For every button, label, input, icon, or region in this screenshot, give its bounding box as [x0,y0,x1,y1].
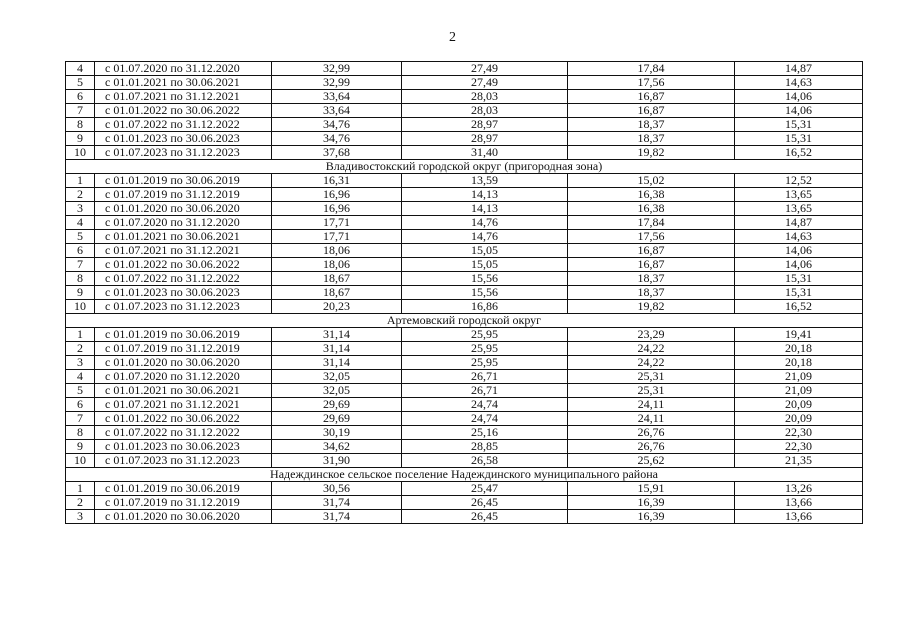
value-col-1-cell: 31,74 [272,510,402,524]
period-cell: с 01.07.2021 по 31.12.2021 [95,90,272,104]
value-col-3-cell: 18,37 [568,132,735,146]
value-col-4-cell: 14,87 [735,216,863,230]
period-cell: с 01.07.2023 по 31.12.2023 [95,300,272,314]
value-col-1-cell: 18,67 [272,286,402,300]
row-number-cell: 5 [66,230,95,244]
value-col-1-cell: 32,99 [272,76,402,90]
table-row [66,230,863,244]
value-col-2-cell: 25,47 [402,482,568,496]
value-col-1-cell: 31,90 [272,454,402,468]
period-cell: с 01.07.2019 по 31.12.2019 [95,188,272,202]
table-row [66,426,863,440]
section-title: Владивостокский городской округ (пригородная зона) [66,160,863,174]
value-col-4-cell: 21,35 [735,454,863,468]
value-col-4-cell: 13,66 [735,496,863,510]
value-col-4-cell: 14,63 [735,230,863,244]
value-col-1-cell: 16,31 [272,174,402,188]
row-number-cell: 1 [66,174,95,188]
row-number-cell: 3 [66,202,95,216]
row-number-cell: 5 [66,384,95,398]
row-number-cell: 10 [66,146,95,160]
value-col-3-cell: 18,37 [568,118,735,132]
value-col-2-cell: 26,45 [402,510,568,524]
table-row [66,118,863,132]
value-col-4-cell: 12,52 [735,174,863,188]
value-col-1-cell: 31,14 [272,356,402,370]
table-row [66,174,863,188]
value-col-4-cell: 14,87 [735,62,863,76]
period-cell: с 01.07.2020 по 31.12.2020 [95,370,272,384]
table-row [66,328,863,342]
value-col-4-cell: 13,65 [735,188,863,202]
row-number-cell: 6 [66,398,95,412]
period-cell: с 01.01.2023 по 30.06.2023 [95,286,272,300]
value-col-4-cell: 15,31 [735,286,863,300]
value-col-2-cell: 15,05 [402,258,568,272]
value-col-4-cell: 19,41 [735,328,863,342]
value-col-3-cell: 19,82 [568,146,735,160]
value-col-1-cell: 30,56 [272,482,402,496]
row-number-cell: 2 [66,188,95,202]
tariff-table [65,61,863,524]
value-col-2-cell: 15,56 [402,286,568,300]
row-number-cell: 1 [66,482,95,496]
value-col-4-cell: 21,09 [735,384,863,398]
value-col-4-cell: 20,09 [735,398,863,412]
page-number: 2 [449,30,456,45]
value-col-1-cell: 18,67 [272,272,402,286]
value-col-1-cell: 18,06 [272,258,402,272]
value-col-3-cell: 16,87 [568,104,735,118]
value-col-4-cell: 14,06 [735,258,863,272]
row-number-cell: 9 [66,440,95,454]
row-number-cell: 3 [66,356,95,370]
period-cell: с 01.07.2019 по 31.12.2019 [95,496,272,510]
value-col-4-cell: 21,09 [735,370,863,384]
value-col-2-cell: 24,74 [402,412,568,426]
value-col-2-cell: 25,95 [402,356,568,370]
period-cell: с 01.01.2020 по 30.06.2020 [95,510,272,524]
value-col-1-cell: 29,69 [272,412,402,426]
row-number-cell: 8 [66,272,95,286]
period-cell: с 01.07.2022 по 31.12.2022 [95,118,272,132]
value-col-3-cell: 17,84 [568,216,735,230]
table-row [66,370,863,384]
value-col-1-cell: 20,23 [272,300,402,314]
value-col-1-cell: 16,96 [272,202,402,216]
table-row [66,342,863,356]
value-col-3-cell: 19,82 [568,300,735,314]
value-col-2-cell: 28,03 [402,104,568,118]
value-col-4-cell: 14,06 [735,90,863,104]
value-col-3-cell: 16,38 [568,188,735,202]
value-col-2-cell: 24,74 [402,398,568,412]
period-cell: с 01.01.2019 по 30.06.2019 [95,174,272,188]
value-col-1-cell: 34,62 [272,440,402,454]
value-col-2-cell: 14,76 [402,230,568,244]
table-row [66,496,863,510]
value-col-3-cell: 26,76 [568,440,735,454]
section-header-row [66,160,863,174]
value-col-2-cell: 15,05 [402,244,568,258]
period-cell: с 01.01.2019 по 30.06.2019 [95,328,272,342]
row-number-cell: 4 [66,62,95,76]
value-col-4-cell: 20,18 [735,356,863,370]
period-cell: с 01.01.2020 по 30.06.2020 [95,202,272,216]
row-number-cell: 4 [66,370,95,384]
row-number-cell: 3 [66,510,95,524]
row-number-cell: 2 [66,496,95,510]
value-col-3-cell: 16,87 [568,90,735,104]
value-col-2-cell: 16,86 [402,300,568,314]
value-col-1-cell: 32,99 [272,62,402,76]
period-cell: с 01.07.2020 по 31.12.2020 [95,216,272,230]
value-col-3-cell: 26,76 [568,426,735,440]
value-col-1-cell: 32,05 [272,384,402,398]
period-cell: с 01.07.2019 по 31.12.2019 [95,342,272,356]
period-cell: с 01.01.2021 по 30.06.2021 [95,384,272,398]
value-col-2-cell: 28,85 [402,440,568,454]
value-col-1-cell: 32,05 [272,370,402,384]
tariff-table-body [66,62,863,524]
table-row [66,244,863,258]
value-col-3-cell: 24,22 [568,342,735,356]
value-col-2-cell: 13,59 [402,174,568,188]
value-col-1-cell: 30,19 [272,426,402,440]
period-cell: с 01.07.2023 по 31.12.2023 [95,146,272,160]
value-col-4-cell: 22,30 [735,440,863,454]
row-number-cell: 7 [66,258,95,272]
period-cell: с 01.01.2023 по 30.06.2023 [95,440,272,454]
value-col-3-cell: 24,11 [568,398,735,412]
table-row [66,188,863,202]
value-col-2-cell: 31,40 [402,146,568,160]
value-col-3-cell: 17,56 [568,76,735,90]
value-col-3-cell: 25,31 [568,370,735,384]
table-row [66,398,863,412]
value-col-1-cell: 34,76 [272,132,402,146]
value-col-4-cell: 20,09 [735,412,863,426]
value-col-3-cell: 17,56 [568,230,735,244]
value-col-3-cell: 18,37 [568,286,735,300]
table-row [66,482,863,496]
value-col-1-cell: 18,06 [272,244,402,258]
value-col-3-cell: 16,87 [568,244,735,258]
value-col-4-cell: 13,65 [735,202,863,216]
table-row [66,286,863,300]
period-cell: с 01.07.2022 по 31.12.2022 [95,272,272,286]
value-col-2-cell: 15,56 [402,272,568,286]
value-col-1-cell: 16,96 [272,188,402,202]
row-number-cell: 9 [66,286,95,300]
value-col-3-cell: 23,29 [568,328,735,342]
value-col-3-cell: 25,62 [568,454,735,468]
value-col-4-cell: 14,06 [735,244,863,258]
period-cell: с 01.01.2020 по 30.06.2020 [95,356,272,370]
table-row [66,440,863,454]
row-number-cell: 6 [66,244,95,258]
row-number-cell: 10 [66,300,95,314]
value-col-2-cell: 14,13 [402,202,568,216]
period-cell: с 01.01.2023 по 30.06.2023 [95,132,272,146]
value-col-1-cell: 31,14 [272,342,402,356]
section-title: Артемовский городской округ [66,314,863,328]
row-number-cell: 10 [66,454,95,468]
value-col-2-cell: 25,16 [402,426,568,440]
row-number-cell: 9 [66,132,95,146]
value-col-3-cell: 17,84 [568,62,735,76]
table-row [66,132,863,146]
table-row [66,202,863,216]
row-number-cell: 4 [66,216,95,230]
period-cell: с 01.01.2022 по 30.06.2022 [95,412,272,426]
value-col-3-cell: 16,39 [568,510,735,524]
period-cell: с 01.01.2021 по 30.06.2021 [95,230,272,244]
table-row [66,454,863,468]
value-col-2-cell: 28,97 [402,118,568,132]
period-cell: с 01.07.2023 по 31.12.2023 [95,454,272,468]
table-row [66,76,863,90]
value-col-4-cell: 16,52 [735,300,863,314]
value-col-1-cell: 29,69 [272,398,402,412]
value-col-3-cell: 15,91 [568,482,735,496]
value-col-3-cell: 16,38 [568,202,735,216]
value-col-2-cell: 26,58 [402,454,568,468]
table-row [66,384,863,398]
value-col-2-cell: 28,03 [402,90,568,104]
value-col-2-cell: 26,71 [402,370,568,384]
table-row [66,300,863,314]
section-header-row [66,468,863,482]
value-col-2-cell: 14,13 [402,188,568,202]
value-col-4-cell: 13,66 [735,510,863,524]
value-col-4-cell: 15,31 [735,118,863,132]
row-number-cell: 1 [66,328,95,342]
value-col-4-cell: 14,06 [735,104,863,118]
row-number-cell: 7 [66,412,95,426]
value-col-2-cell: 26,45 [402,496,568,510]
period-cell: с 01.07.2020 по 31.12.2020 [95,62,272,76]
period-cell: с 01.01.2021 по 30.06.2021 [95,76,272,90]
value-col-1-cell: 37,68 [272,146,402,160]
period-cell: с 01.07.2022 по 31.12.2022 [95,426,272,440]
value-col-3-cell: 25,31 [568,384,735,398]
table-row [66,216,863,230]
row-number-cell: 6 [66,90,95,104]
section-title: Надеждинское сельское поселение Надеждинского муниципального района [66,468,863,482]
value-col-2-cell: 26,71 [402,384,568,398]
value-col-4-cell: 15,31 [735,272,863,286]
value-col-3-cell: 24,22 [568,356,735,370]
table-row [66,90,863,104]
value-col-3-cell: 18,37 [568,272,735,286]
row-number-cell: 2 [66,342,95,356]
value-col-1-cell: 17,71 [272,216,402,230]
value-col-3-cell: 16,87 [568,258,735,272]
value-col-2-cell: 27,49 [402,62,568,76]
table-row [66,510,863,524]
value-col-2-cell: 25,95 [402,328,568,342]
value-col-4-cell: 15,31 [735,132,863,146]
value-col-1-cell: 33,64 [272,104,402,118]
row-number-cell: 8 [66,426,95,440]
table-row [66,356,863,370]
period-cell: с 01.01.2022 по 30.06.2022 [95,258,272,272]
period-cell: с 01.01.2019 по 30.06.2019 [95,482,272,496]
value-col-3-cell: 16,39 [568,496,735,510]
section-header-row [66,314,863,328]
value-col-1-cell: 34,76 [272,118,402,132]
value-col-1-cell: 17,71 [272,230,402,244]
value-col-2-cell: 27,49 [402,76,568,90]
value-col-1-cell: 31,14 [272,328,402,342]
value-col-4-cell: 20,18 [735,342,863,356]
table-row [66,412,863,426]
value-col-4-cell: 22,30 [735,426,863,440]
value-col-1-cell: 31,74 [272,496,402,510]
period-cell: с 01.01.2022 по 30.06.2022 [95,104,272,118]
row-number-cell: 8 [66,118,95,132]
value-col-1-cell: 33,64 [272,90,402,104]
period-cell: с 01.07.2021 по 31.12.2021 [95,244,272,258]
table-row [66,62,863,76]
value-col-4-cell: 13,26 [735,482,863,496]
row-number-cell: 7 [66,104,95,118]
value-col-3-cell: 15,02 [568,174,735,188]
table-row [66,258,863,272]
row-number-cell: 5 [66,76,95,90]
table-row [66,272,863,286]
value-col-3-cell: 24,11 [568,412,735,426]
value-col-4-cell: 16,52 [735,146,863,160]
value-col-2-cell: 14,76 [402,216,568,230]
table-row [66,104,863,118]
value-col-2-cell: 25,95 [402,342,568,356]
period-cell: с 01.07.2021 по 31.12.2021 [95,398,272,412]
value-col-2-cell: 28,97 [402,132,568,146]
table-row [66,146,863,160]
value-col-4-cell: 14,63 [735,76,863,90]
